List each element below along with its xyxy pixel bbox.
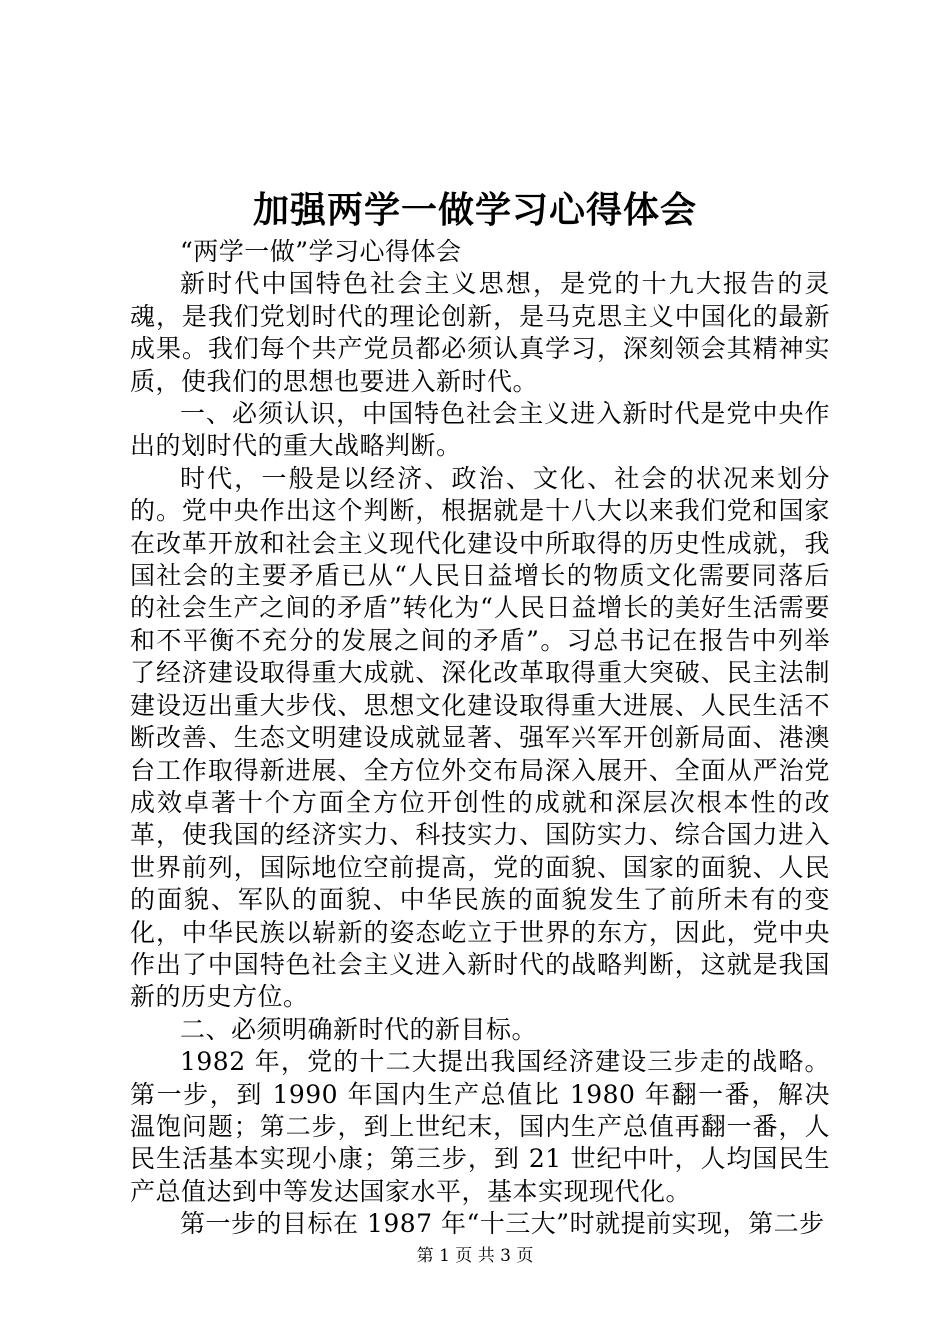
section-heading-paragraph: 一、必须认识，中国特色社会主义进入新时代是党中央作出的划时代的重大战略判断。	[130, 399, 830, 461]
body-paragraph: 时代，一般是以经济、政治、文化、社会的状况来划分的。党中央作出这个判断，根据就是十八大以来我们党和国家在改革开放和社会主义现代化建设中所取得的历史性成就，我国社会的主要矛盾已从“人民日益增长的物质文化需要同落后的社会生产之间的矛盾”转化为“人民日益增长的美好生活需要和不平衡不充分的发展之间的矛盾”。习总书记在报告中列举了经济建设取得重大成就、深化改革取得重大突破、民主法制建设迈出重大步伐、思想文化建设取得重大进展、人民生活不断改善、生态文明建设成就显著、强军兴军开创新局面、港澳台工作取得新进展、全方位外交布局深入展开、全面从严治党成效卓著十个方面全方位开创性的成就和深层次根本性的改革，使我国的经济实力、科技实力、国防实力、综合国力进入世界前列，国际地位空前提高，党的面貌、国家的面貌、人民的面貌、军队的面貌、中华民族的面貌发生了前所未有的变化，中华民族以崭新的姿态屹立于世界的东方，因此，党中央作出了中国特色社会主义进入新时代的战略判断，这就是我国新的历史方位。	[130, 463, 830, 1012]
body-paragraph: 1982 年，党的十二大提出我国经济建设三步走的战略。第一步，到 1990 年国内生产总值比 1980 年翻一番，解决温饱问题；第二步，到上世纪末，国内生产总值再翻一番，人民生活基本实现小康；第三步，到 21 世纪中叶，人均国民生产总值达到中等发达国家水平，基本实现现代化。	[130, 1047, 830, 1206]
document-body	[130, 236, 830, 1241]
page-footer: 第 1 页 共 3 页	[416, 1246, 534, 1266]
body-paragraph: 新时代中国特色社会主义思想，是党的十九大报告的灵魂，是我们党划时代的理论创新，是马克思主义中国化的最新成果。我们每个共产党员都必须认真学习，深刻领会其精神实质，使我们的思想也要进入新时代。	[130, 269, 830, 396]
document-title: 加强两学一做学习心得体会	[252, 189, 697, 231]
section-heading-paragraph: 二、必须明确新时代的新目标。	[180, 1014, 538, 1044]
body-paragraph: 第一步的目标在 1987 年“十三大”时就提前实现，第二步	[180, 1209, 825, 1239]
subtitle-paragraph: “两学一做”学习心得体会	[180, 237, 462, 266]
